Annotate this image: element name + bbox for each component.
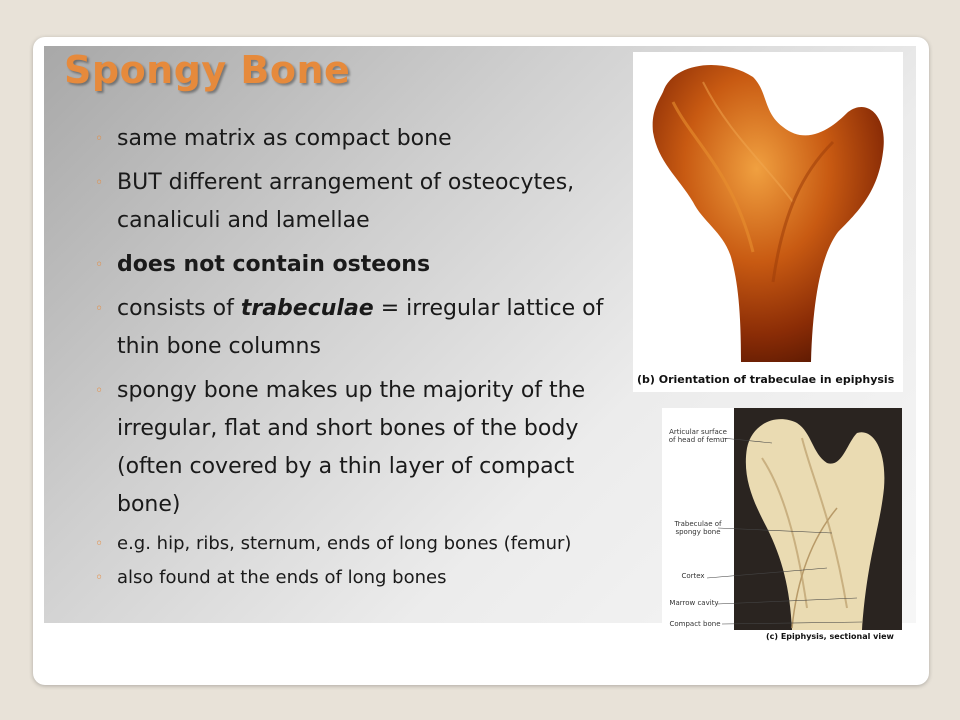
bullet-marker-icon: ◦ (95, 131, 104, 147)
bullet-marker-icon: ◦ (95, 257, 104, 273)
figure-trabeculae-orientation (633, 52, 903, 392)
bullet-marker-icon: ◦ (95, 383, 104, 399)
bullet-list (95, 120, 640, 598)
label-trabeculae: Trabeculae of spongy bone (674, 520, 722, 536)
figure-b-caption: (b) Orientation of trabeculae in epiphysis (637, 373, 895, 386)
figure-c-caption: (c) Epiphysis, sectional view (766, 632, 894, 641)
bullet-emphasis: trabeculae (240, 296, 374, 321)
bullet-item (95, 120, 640, 158)
label-cortex: Cortex (681, 572, 705, 580)
bullet-text: BUT different arrangement of osteocytes, canaliculi and lamellae (117, 170, 575, 233)
bullet-text: same matrix as compact bone (117, 126, 452, 151)
figure-epiphysis-section (662, 408, 902, 646)
bullet-item (95, 290, 640, 366)
bullet-item (95, 372, 640, 524)
bullet-text: spongy bone makes up the majority of the irregular, flat and short bones of the body (often covered by a thin layer of compact bone) (117, 378, 586, 517)
sub-bullet-item (95, 530, 640, 558)
bullet-text: e.g. hip, ribs, sternum, ends of long bones (femur) (117, 533, 572, 554)
bullet-marker-icon: ◦ (95, 536, 104, 552)
label-compact-bone: Compact bone (669, 620, 721, 628)
bullet-item (95, 164, 640, 240)
label-articular-surface: Articular surface of head of femur (668, 428, 728, 444)
bullet-item (95, 246, 640, 284)
label-marrow-cavity: Marrow cavity (669, 599, 719, 607)
bullet-text: also found at the ends of long bones (117, 567, 447, 588)
femur-stained-image (633, 52, 903, 372)
sub-bullet-item (95, 564, 640, 592)
bullet-marker-icon: ◦ (95, 570, 104, 586)
bullet-text: consists of (117, 296, 241, 321)
bullet-marker-icon: ◦ (95, 175, 104, 191)
bullet-text: = irregular lattice of thin bone columns (117, 296, 604, 359)
slide-title: Spongy Bone (64, 48, 351, 92)
bullet-text: does not contain osteons (117, 252, 431, 277)
bullet-marker-icon: ◦ (95, 301, 104, 317)
